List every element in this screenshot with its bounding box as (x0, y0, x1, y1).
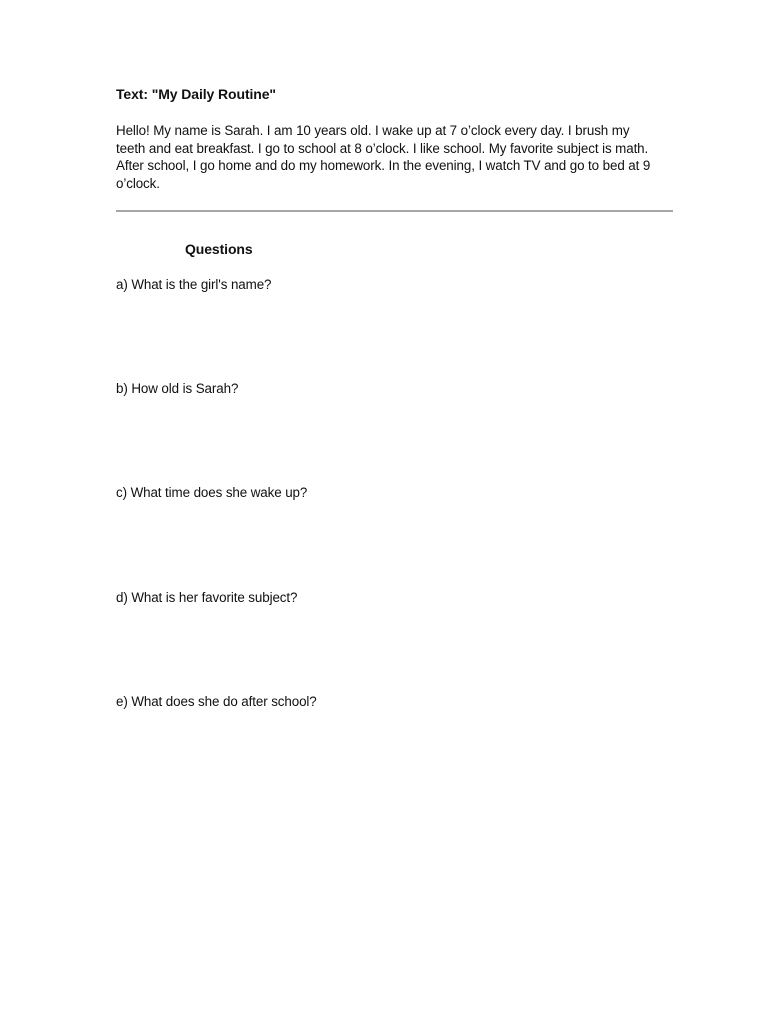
section-divider (116, 210, 673, 212)
question-a: a) What is the girl's name? (116, 277, 272, 292)
questions-heading: Questions (185, 241, 253, 257)
question-b: b) How old is Sarah? (116, 381, 239, 396)
document-title: Text: "My Daily Routine" (116, 86, 276, 102)
question-c: c) What time does she wake up? (116, 485, 308, 500)
question-e: e) What does she do after school? (116, 694, 317, 709)
reading-passage: Hello! My name is Sarah. I am 10 years old. I wake up at 7 o’clock every day. I brush my teeth and eat breakfast. I go to school at 8 o’clock. I like school. My favorite subject is math. After school, I go home and do my homework. In the evening, I watch TV and go to bed at 9 o’clock. (116, 123, 651, 192)
question-d: d) What is her favorite subject? (116, 590, 298, 605)
